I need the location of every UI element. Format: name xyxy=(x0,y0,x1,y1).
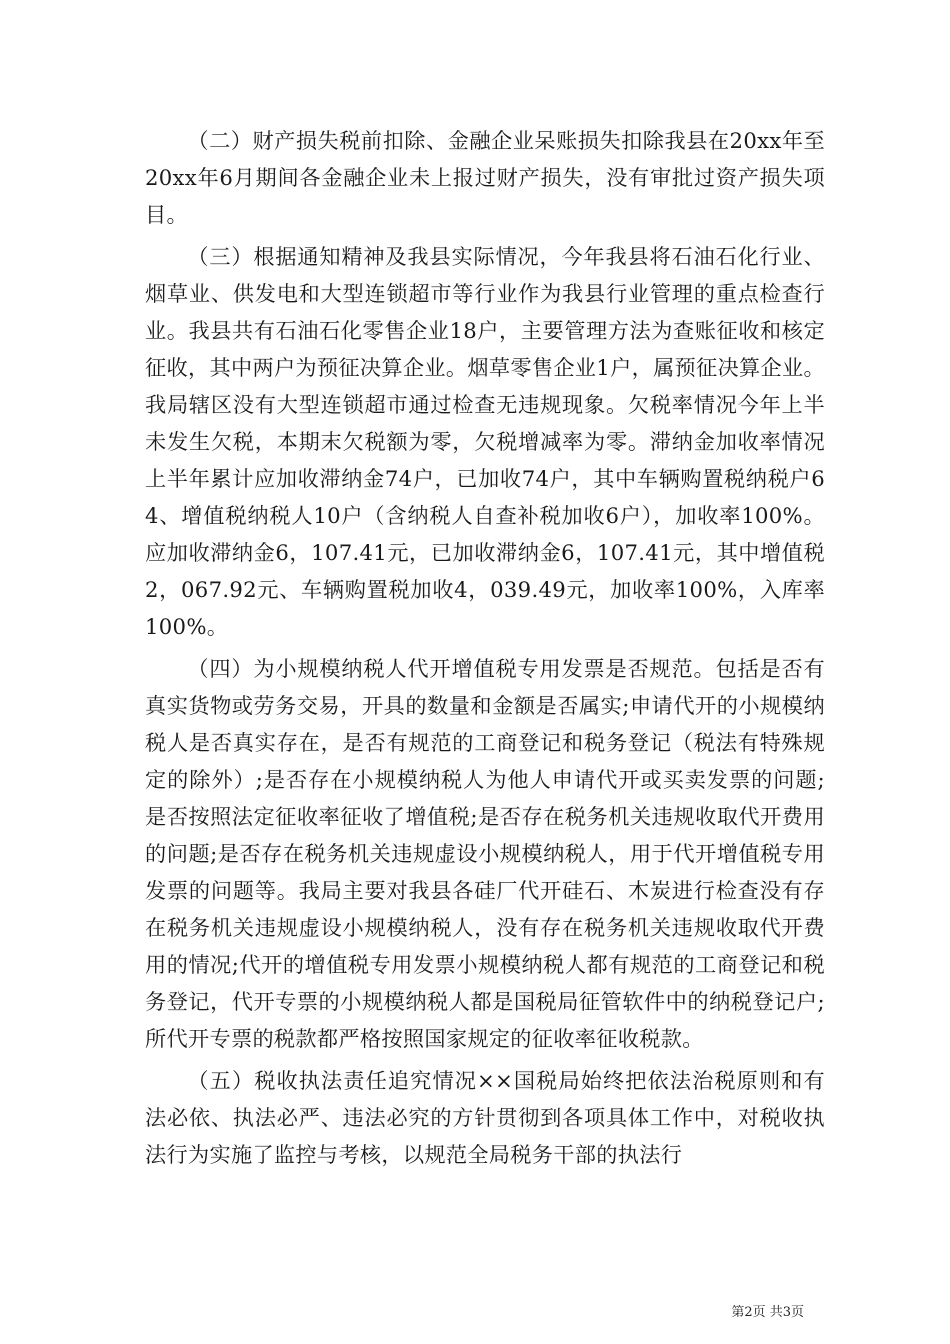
paragraph-5: （五）税收执法责任追究情况××国税局始终把依法治税原则和有法必依、执法必严、违法必究的方针贯彻到各项具体工作中，对税收执法行为实施了监控与考核，以规范全局税务干部的执法行 xyxy=(145,1068,825,1167)
paragraph-3: （三）根据通知精神及我县实际情况，今年我县将石油石化行业、烟草业、供发电和大型连锁超市等行业作为我县行业管理的重点检查行业。我县共有石油石化零售企业18户，主要管理方法为查账征收和核定征收，其中两户为预征决算企业。烟草零售企业1户，属预征决算企业。我局辖区没有大型连锁超市通过检查无违规现象。欠税率情况今年上半未发生欠税，本期末欠税额为零，欠税增减率为零。滞纳金加收率情况上半年累计应加收滞纳金74户，已加收74户，其中车辆购置税纳税户64、增值税纳税人10户（含纳税人自查补税加收6户），加收率100%。应加收滞纳金6，107.41元，已加收滞纳金6，107.41元，其中增值税2，067.92元、车辆购置税加收4，039.49元，加收率100%，入库率100%。 xyxy=(145,244,825,639)
page-number-footer: 第2页 共3页 xyxy=(731,1305,804,1320)
paragraph-2: （二）财产损失税前扣除、金融企业呆账损失扣除我县在20xx年至20xx年6月期间各金融企业未上报过财产损失，没有审批过资产损失项目。 xyxy=(145,128,825,227)
paragraph-4: （四）为小规模纳税人代开增值税专用发票是否规范。包括是否有真实货物或劳务交易，开具的数量和金额是否属实;申请代开的小规模纳税人是否真实存在，是否有规范的工商登记和税务登记（税法有特殊规定的除外）;是否存在小规模纳税人为他人申请代开或买卖发票的问题;是否按照法定征收率征收了增值税;是否存在税务机关违规收取代开费用的问题;是否存在税务机关违规虚设小规模纳税人，用于代开增值税专用发票的问题等。我局主要对我县各硅厂代开硅石、木炭进行检查没有存在税务机关违规虚设小规模纳税人，没有存在税务机关违规收取代开费用的情况;代开的增值税专用发票小规模纳税人都有规范的工商登记和税务登记，代开专票的小规模纳税人都是国税局征管软件中的纳税登记户;所代开专票的税款都严格按照国家规定的征收率征收税款。 xyxy=(145,656,825,1051)
document-body xyxy=(145,122,825,1173)
